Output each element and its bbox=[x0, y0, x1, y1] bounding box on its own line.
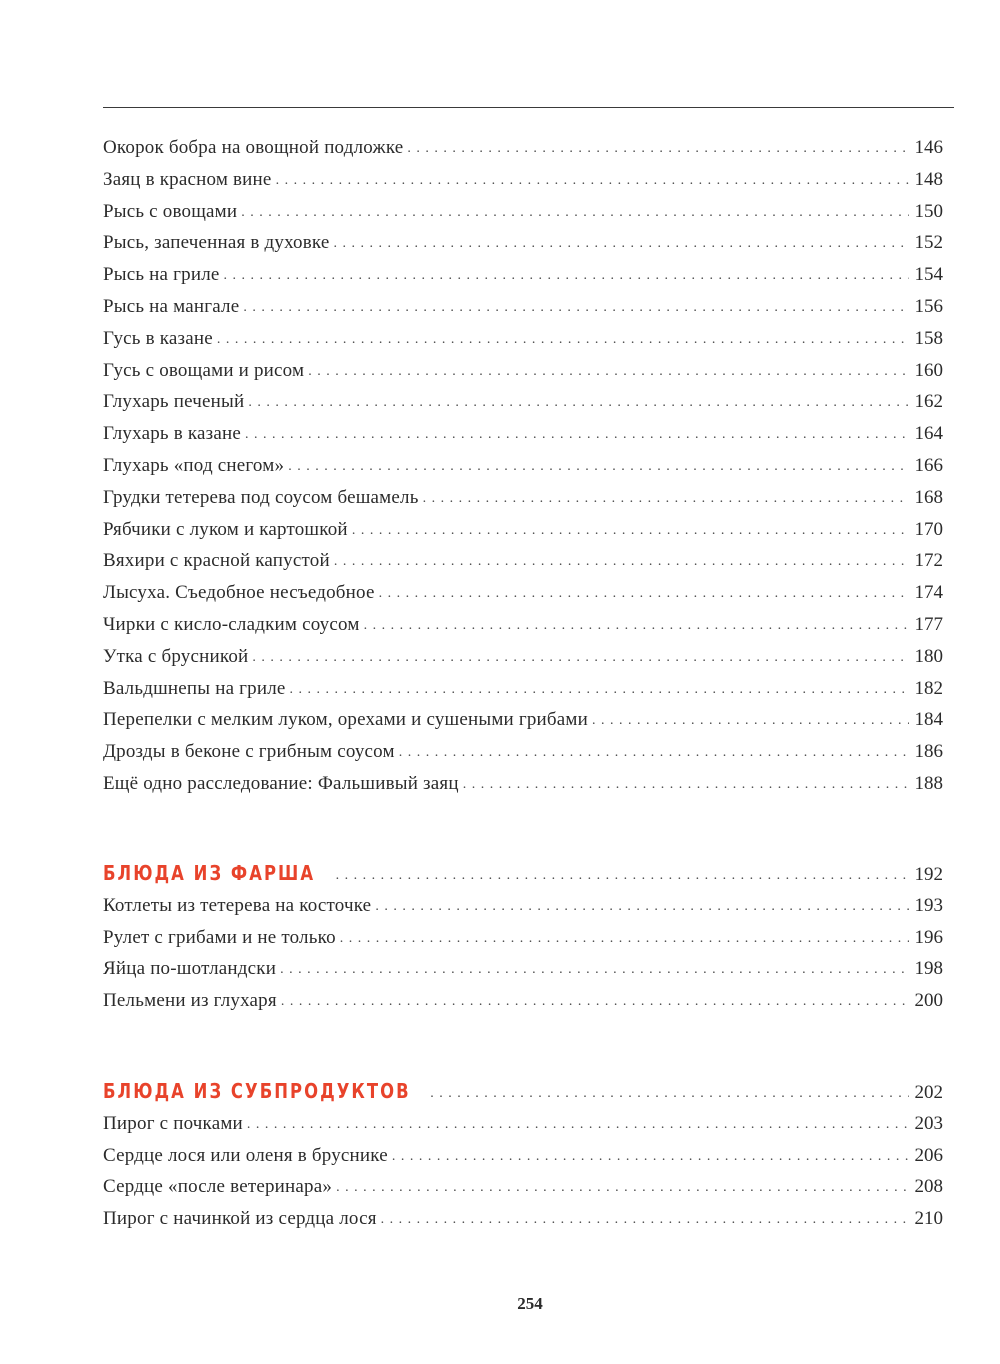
toc-entry-page: 196 bbox=[914, 926, 943, 948]
toc-entry-title: Рысь на мангале bbox=[103, 295, 240, 317]
dot-leader bbox=[308, 354, 908, 388]
toc-entry-title: Вяхири с красной капустой bbox=[103, 550, 330, 572]
toc-entry[interactable] bbox=[103, 1140, 943, 1172]
toc-entry[interactable] bbox=[103, 673, 943, 705]
toc-entry[interactable] bbox=[103, 1108, 943, 1140]
toc-entry[interactable] bbox=[103, 291, 943, 323]
page-number: 254 bbox=[517, 1294, 543, 1313]
toc-entry-page: 208 bbox=[914, 1176, 943, 1198]
toc-section-mince bbox=[103, 858, 943, 1017]
toc-entry[interactable] bbox=[103, 1203, 943, 1235]
toc-entry-title: Окорок бобра на овощной подложке bbox=[103, 137, 404, 158]
toc-entry[interactable] bbox=[103, 953, 943, 985]
toc-entry-title: Глухарь «под снегом» bbox=[103, 454, 285, 476]
toc-entry-title: Рулет с грибами и не только bbox=[103, 926, 336, 948]
toc-entry-page: 146 bbox=[914, 137, 943, 158]
toc-entry-title: Глухарь печеный bbox=[103, 391, 245, 413]
dot-leader bbox=[336, 1170, 908, 1204]
toc-entry[interactable] bbox=[103, 768, 943, 800]
toc-entry[interactable] bbox=[103, 704, 943, 736]
toc-entry[interactable] bbox=[103, 890, 943, 922]
dot-leader bbox=[252, 640, 908, 674]
toc-section-heading[interactable] bbox=[103, 858, 943, 890]
toc-entry-title: Вальдшнепы на гриле bbox=[103, 677, 286, 699]
toc-entry-page: 168 bbox=[914, 486, 943, 508]
dot-leader bbox=[290, 672, 909, 706]
toc-section-offal bbox=[103, 1076, 943, 1235]
dot-leader bbox=[407, 131, 908, 165]
toc-entry-title: Гусь с овощами и рисом bbox=[103, 359, 305, 381]
toc-entry[interactable] bbox=[103, 386, 943, 418]
toc-entry[interactable] bbox=[103, 196, 943, 228]
dot-leader bbox=[334, 544, 909, 578]
dot-leader bbox=[336, 858, 909, 892]
dot-leader bbox=[381, 1202, 909, 1236]
dot-leader bbox=[592, 703, 908, 737]
dot-leader bbox=[281, 984, 909, 1018]
toc-entry-page: 182 bbox=[914, 677, 943, 699]
toc-entry-page: 170 bbox=[914, 518, 943, 540]
toc-entry[interactable] bbox=[103, 985, 943, 1017]
toc-entry-title: Сердце «после ветеринара» bbox=[103, 1176, 333, 1198]
toc-entry[interactable] bbox=[103, 922, 943, 954]
dot-leader bbox=[364, 608, 909, 642]
toc-entry-page: 166 bbox=[914, 454, 943, 476]
toc-entry-page: 148 bbox=[914, 168, 943, 190]
toc-entry-title: Сердце лося или оленя в бруснике bbox=[103, 1144, 388, 1166]
toc-entry[interactable] bbox=[103, 736, 943, 768]
toc-entry[interactable] bbox=[103, 577, 943, 609]
toc-entry-page: 188 bbox=[914, 772, 943, 794]
dot-leader bbox=[392, 1139, 909, 1173]
toc-entry-title: Ещё одно расследование: Фальшивый заяц bbox=[103, 772, 459, 794]
toc-entry[interactable] bbox=[103, 609, 943, 641]
toc-entry-page: 164 bbox=[914, 423, 943, 445]
dot-leader bbox=[334, 226, 909, 260]
dot-leader bbox=[247, 1107, 909, 1141]
toc-entry-title: Заяц в красном вине bbox=[103, 168, 272, 190]
toc-section-heading[interactable] bbox=[103, 1076, 943, 1108]
dot-leader bbox=[280, 952, 908, 986]
section-heading-title: БЛЮДА ИЗ ФАРША bbox=[103, 861, 316, 885]
toc-entry-title: Рысь на гриле bbox=[103, 264, 220, 286]
toc-entry-title: Утка с брусникой bbox=[103, 645, 249, 667]
toc-entry-title: Дрозды в беконе с грибным соусом bbox=[103, 741, 395, 763]
toc-entry[interactable] bbox=[103, 227, 943, 259]
toc-entry[interactable] bbox=[103, 164, 943, 196]
section-heading-title: БЛЮДА ИЗ СУБПРОДУКТОВ bbox=[103, 1079, 411, 1103]
toc-main-list bbox=[103, 132, 943, 800]
dot-leader bbox=[375, 889, 908, 923]
dot-leader bbox=[399, 735, 909, 769]
toc-entry[interactable] bbox=[103, 132, 943, 164]
toc-entry[interactable] bbox=[103, 545, 943, 577]
toc-entry-title: Рябчики с луком и картошкой bbox=[103, 518, 348, 540]
dot-leader bbox=[241, 195, 908, 229]
toc-entry-title: Котлеты из тетерева на косточке bbox=[103, 894, 372, 916]
toc-entry[interactable] bbox=[103, 450, 943, 482]
dot-leader bbox=[288, 449, 908, 483]
toc-entry-page: 193 bbox=[914, 894, 943, 916]
toc-entry-title: Чирки с кисло-сладким соусом bbox=[103, 613, 360, 635]
dot-leader bbox=[224, 258, 909, 292]
dot-leader bbox=[379, 576, 909, 610]
toc-entry-page: 186 bbox=[914, 741, 943, 763]
toc-entry-page: 158 bbox=[914, 327, 943, 349]
toc-entry[interactable] bbox=[103, 355, 943, 387]
dot-leader bbox=[248, 385, 908, 419]
toc-entry[interactable] bbox=[103, 1171, 943, 1203]
toc-entry[interactable] bbox=[103, 482, 943, 514]
toc-entry-page: 174 bbox=[914, 582, 943, 604]
toc-entry-page: 162 bbox=[914, 391, 943, 413]
toc-entry-title: Рысь с овощами bbox=[103, 200, 238, 222]
toc-entry-page: 152 bbox=[914, 232, 943, 254]
toc-entry[interactable] bbox=[103, 323, 943, 355]
dot-leader bbox=[243, 290, 908, 324]
toc-entry-page: 200 bbox=[914, 990, 943, 1012]
toc-entry-title: Перепелки с мелким луком, орехами и сушеными грибами bbox=[103, 709, 589, 731]
dot-leader bbox=[276, 163, 909, 197]
toc-entry-title: Пельмени из глухаря bbox=[103, 990, 277, 1012]
dot-leader bbox=[352, 513, 909, 547]
toc-entry-page: 172 bbox=[914, 550, 943, 572]
toc-entry-title: Пирог с начинкой из сердца лося bbox=[103, 1208, 377, 1230]
section-heading-page: 202 bbox=[914, 1082, 943, 1103]
dot-leader bbox=[423, 481, 909, 515]
toc-entry-title: Лысуха. Съедобное несъедобное bbox=[103, 582, 375, 604]
toc-entry-title: Пирог с почками bbox=[103, 1112, 243, 1134]
toc-entry-page: 203 bbox=[914, 1112, 943, 1134]
toc-entry-title: Глухарь в казане bbox=[103, 423, 241, 445]
toc-entry[interactable] bbox=[103, 259, 943, 291]
toc-entry-page: 150 bbox=[914, 200, 943, 222]
top-rule bbox=[103, 107, 954, 108]
toc-entry[interactable] bbox=[103, 641, 943, 673]
toc-entry[interactable] bbox=[103, 514, 943, 546]
toc-entry-title: Яйца по-шотландски bbox=[103, 958, 277, 980]
dot-leader bbox=[245, 417, 909, 451]
section-heading-page: 192 bbox=[914, 864, 943, 885]
toc-entry-page: 184 bbox=[914, 709, 943, 731]
toc-entry-page: 154 bbox=[914, 264, 943, 286]
toc-entry-page: 160 bbox=[914, 359, 943, 381]
toc-entry-page: 210 bbox=[914, 1208, 943, 1230]
dot-leader bbox=[463, 767, 909, 801]
toc-entry-page: 156 bbox=[914, 295, 943, 317]
toc-entry-title: Рысь, запеченная в духовке bbox=[103, 232, 330, 254]
dot-leader bbox=[430, 1076, 908, 1110]
toc-entry-title: Грудки тетерева под соусом бешамель bbox=[103, 486, 419, 508]
toc-entry-title: Гусь в казане bbox=[103, 327, 213, 349]
toc-entry-page: 206 bbox=[914, 1144, 943, 1166]
toc-entry-page: 198 bbox=[914, 958, 943, 980]
dot-leader bbox=[217, 322, 909, 356]
toc-entry[interactable] bbox=[103, 418, 943, 450]
toc-entry-page: 180 bbox=[914, 645, 943, 667]
dot-leader bbox=[340, 921, 909, 955]
toc-entry-page: 177 bbox=[914, 613, 943, 635]
